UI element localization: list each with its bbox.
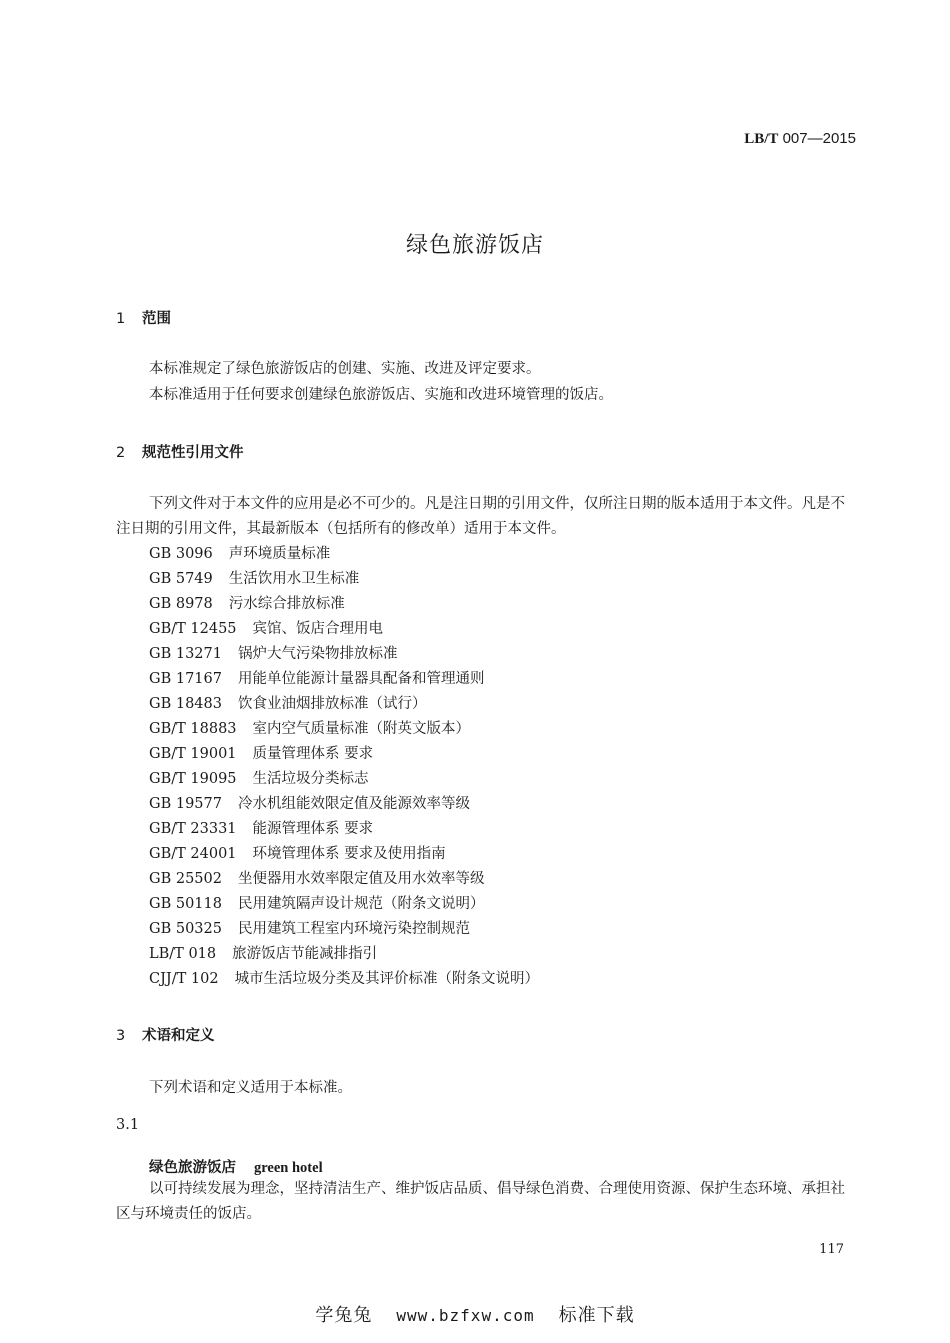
reference-code: GB 17167 (149, 671, 222, 687)
reference-code: GB/T 18883 (149, 721, 237, 737)
reference-code: CJJ/T 102 (149, 971, 219, 987)
reference-item (149, 767, 539, 792)
section-1-paragraph: 本标准适用于任何要求创建绿色旅游饭店、实施和改进环境管理的饭店。 (149, 387, 613, 403)
reference-code: GB/T 23331 (149, 821, 237, 837)
reference-code: GB 8978 (149, 596, 213, 612)
document-code-prefix: LB/T (744, 131, 779, 147)
reference-item (149, 642, 539, 667)
page-title: 绿色旅游饭店 (405, 233, 544, 258)
section-3-intro: 下列术语和定义适用于本标准。 (149, 1080, 352, 1096)
reference-item (149, 592, 539, 617)
section-3-title: 术语和定义 (142, 1028, 215, 1044)
reference-title: 污水综合排放标准 (228, 596, 345, 612)
footer-site-name: 学兔兔 (315, 1305, 373, 1326)
reference-code: GB 3096 (149, 546, 213, 562)
reference-code: GB/T 24001 (149, 846, 237, 862)
reference-title: 能源管理体系 要求 (252, 821, 374, 837)
term-number: 3.1 (116, 1117, 140, 1133)
section-3-heading (116, 1024, 215, 1045)
reference-list (149, 542, 539, 992)
reference-item (149, 917, 539, 942)
section-1-heading (116, 307, 171, 328)
reference-title: 旅游饭店节能减排指引 (232, 946, 378, 962)
reference-title: 宾馆、饭店合理用电 (252, 621, 384, 637)
reference-code: GB 25502 (149, 871, 222, 887)
reference-title: 生活饮用水卫生标准 (228, 571, 360, 587)
section-1-title: 范围 (142, 311, 171, 327)
footer-url[interactable]: www.bzfxw.com (396, 1306, 535, 1325)
footer-watermark (0, 1301, 950, 1327)
reference-code: GB 50118 (149, 896, 222, 912)
reference-title: 室内空气质量标准（附英文版本） (252, 721, 471, 737)
term-entry (149, 1156, 323, 1177)
reference-title: 民用建筑工程室内环境污染控制规范 (237, 921, 470, 937)
reference-item (149, 817, 539, 842)
document-code (744, 130, 856, 148)
reference-item (149, 742, 539, 767)
reference-item (149, 667, 539, 692)
reference-title: 环境管理体系 要求及使用指南 (252, 846, 446, 862)
section-1-number: 1 (116, 311, 126, 327)
reference-code: GB/T 19001 (149, 746, 237, 762)
section-3-number: 3 (116, 1028, 126, 1044)
section-2-number: 2 (116, 445, 126, 461)
term-definition: 以可持续发展为理念，坚持清洁生产、维护饭店品质、倡导绿色消费、合理使用资源、保护生态环境、承担社区与环境责任的饭店。 (116, 1181, 845, 1222)
reference-title: 生活垃圾分类标志 (252, 771, 369, 787)
reference-title: 城市生活垃圾分类及其评价标准（附条文说明） (234, 971, 540, 987)
section-2-heading (116, 441, 244, 462)
reference-item (149, 892, 539, 917)
reference-code: GB/T 19095 (149, 771, 237, 787)
reference-title: 用能单位能源计量器具配备和管理通则 (237, 671, 485, 687)
reference-title: 坐便器用水效率限定值及用水效率等级 (237, 871, 485, 887)
reference-item (149, 867, 539, 892)
reference-title: 锅炉大气污染物排放标准 (237, 646, 398, 662)
reference-item (149, 717, 539, 742)
reference-code: GB/T 12455 (149, 621, 237, 637)
reference-item (149, 617, 539, 642)
reference-code: GB 5749 (149, 571, 213, 587)
reference-title: 声环境质量标准 (228, 546, 331, 562)
reference-code: GB 19577 (149, 796, 222, 812)
reference-title: 质量管理体系 要求 (252, 746, 374, 762)
section-2-title: 规范性引用文件 (142, 445, 244, 461)
reference-item (149, 967, 539, 992)
footer-tagline: 标准下载 (558, 1305, 635, 1326)
document-code-number: 007—2015 (782, 130, 856, 147)
reference-item (149, 842, 539, 867)
page-number: 117 (819, 1242, 844, 1257)
reference-title: 冷水机组能效限定值及能源效率等级 (237, 796, 470, 812)
section-1-paragraph: 本标准规定了绿色旅游饭店的创建、实施、改进及评定要求。 (149, 361, 541, 377)
reference-code: GB 18483 (149, 696, 222, 712)
reference-code: GB 13271 (149, 646, 222, 662)
reference-item (149, 692, 539, 717)
reference-item (149, 792, 539, 817)
reference-title: 饮食业油烟排放标准（试行） (237, 696, 427, 712)
term-chinese: 绿色旅游饭店 (149, 1159, 236, 1176)
term-english: green hotel (254, 1160, 323, 1176)
reference-title: 民用建筑隔声设计规范（附条文说明） (237, 896, 485, 912)
section-2-intro: 下列文件对于本文件的应用是必不可少的。凡是注日期的引用文件，仅所注日期的版本适用于本文件。凡是不注日期的引用文件，其最新版本（包括所有的修改单）适用于本文件。 (116, 496, 845, 537)
reference-code: GB 50325 (149, 921, 222, 937)
reference-code: LB/T 018 (149, 946, 217, 962)
reference-item (149, 567, 539, 592)
reference-item (149, 542, 539, 567)
reference-item (149, 942, 539, 967)
